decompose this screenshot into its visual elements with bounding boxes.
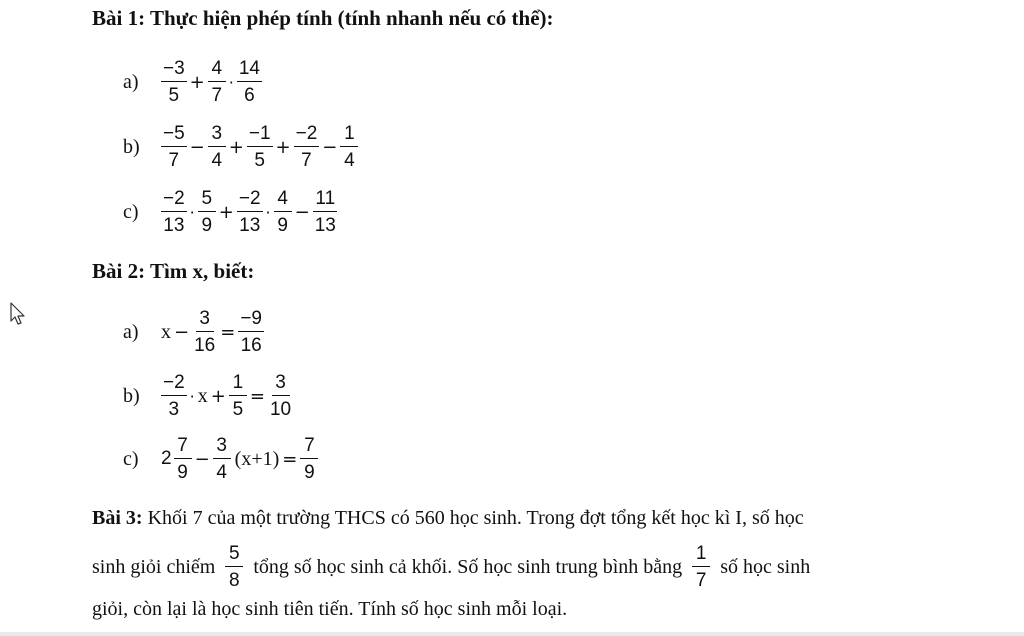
multiply-dot: · bbox=[189, 386, 195, 406]
fraction: $\frac{-5}{7}$ bbox=[163, 123, 185, 171]
bai3-text: số học sinh bbox=[720, 555, 811, 578]
equals-sign: = bbox=[220, 321, 236, 343]
item-label: a) bbox=[123, 70, 139, 93]
bai3-text: tổng số học sinh cả khối. Số học sinh trung bình bằng bbox=[253, 555, 683, 578]
item-label: b) bbox=[123, 135, 140, 158]
fraction: $\frac{4}{7}$ bbox=[208, 59, 226, 105]
bai3-text: sinh giỏi chiếm bbox=[92, 555, 216, 578]
bai2-title: Bài 2: Tìm x, biết: bbox=[92, 259, 255, 283]
multiply-dot: · bbox=[265, 202, 271, 222]
bai3-text: Khối 7 của một trường THCS có 560 học sinh. Trong đợt tổng kết học kì I, số học bbox=[142, 507, 804, 529]
operator: + bbox=[210, 385, 226, 407]
operator: + bbox=[228, 136, 244, 158]
bai1-item-b bbox=[123, 117, 360, 177]
operator: + bbox=[275, 136, 291, 158]
fraction: $\frac{1}{4}$ bbox=[340, 124, 358, 170]
bai2-item-a bbox=[123, 302, 266, 362]
fraction: $\frac{-2}{7}$ bbox=[295, 123, 318, 171]
bai3-title: Bài 3: bbox=[92, 507, 143, 529]
fraction: $\frac{5}{8}$ bbox=[225, 544, 243, 590]
fraction: $\frac{-3}{5}$ bbox=[163, 58, 185, 106]
multiply-dot: · bbox=[228, 72, 234, 92]
parenthesis-expression: (x+1) bbox=[234, 447, 280, 470]
operator: − bbox=[322, 136, 338, 158]
bai1-item-c bbox=[123, 182, 340, 242]
item-label: c) bbox=[123, 447, 139, 470]
fraction: $\frac{-2}{13}$ bbox=[238, 188, 261, 236]
fraction: $\frac{7}{9}$ bbox=[300, 436, 318, 482]
bottom-scroll-strip bbox=[0, 632, 1024, 636]
fraction: $\frac{7}{9}$ bbox=[174, 436, 192, 482]
fraction: $\frac{1}{7}$ bbox=[692, 544, 710, 590]
bai2-item-b bbox=[123, 366, 295, 426]
bai2-item-c bbox=[123, 429, 320, 489]
fraction: $\frac{3}{10}$ bbox=[269, 372, 292, 420]
item-label: b) bbox=[123, 384, 140, 407]
bai3-line-1 bbox=[92, 507, 804, 530]
fraction: $\frac{1}{5}$ bbox=[229, 373, 247, 419]
bai3-line-3 bbox=[92, 598, 567, 621]
variable-x: x bbox=[197, 384, 208, 407]
fraction: $\frac{-2}{3}$ bbox=[163, 372, 185, 420]
operator: + bbox=[218, 201, 234, 223]
fraction: $\frac{14}{6}$ bbox=[238, 58, 260, 106]
fraction: $\frac{3}{4}$ bbox=[213, 436, 231, 482]
fraction: $\frac{4}{9}$ bbox=[274, 189, 292, 235]
equals-sign: = bbox=[249, 385, 265, 407]
operator: + bbox=[189, 71, 205, 93]
multiply-dot: · bbox=[189, 202, 195, 222]
operator: − bbox=[294, 201, 310, 223]
bai1-item-a bbox=[123, 52, 264, 112]
fraction: $\frac{11}{13}$ bbox=[314, 188, 336, 236]
fraction: $\frac{-2}{13}$ bbox=[163, 188, 185, 236]
mixed-whole: 2 bbox=[161, 448, 172, 469]
operator: − bbox=[194, 448, 210, 470]
fraction: $\frac{3}{4}$ bbox=[208, 124, 226, 170]
fraction: $\frac{-1}{5}$ bbox=[248, 123, 271, 171]
variable-x: x bbox=[161, 320, 171, 343]
operator: − bbox=[174, 321, 190, 343]
fraction: $\frac{-9}{16}$ bbox=[240, 308, 262, 356]
bai3-text: giỏi, còn lại là học sinh tiên tiến. Tính số học sinh mỗi loại. bbox=[92, 598, 568, 620]
bai1-title: Bài 1: Thực hiện phép tính (tính nhanh nếu có thể): bbox=[92, 6, 554, 30]
item-label: a) bbox=[123, 320, 139, 343]
equals-sign: = bbox=[282, 448, 298, 470]
operator: − bbox=[189, 136, 205, 158]
fraction: $\frac{3}{16}$ bbox=[194, 308, 216, 356]
fraction: $\frac{5}{9}$ bbox=[198, 189, 216, 235]
item-label: c) bbox=[123, 200, 139, 223]
mouse-pointer-icon bbox=[10, 302, 26, 331]
bai3-line-2 bbox=[92, 538, 810, 596]
